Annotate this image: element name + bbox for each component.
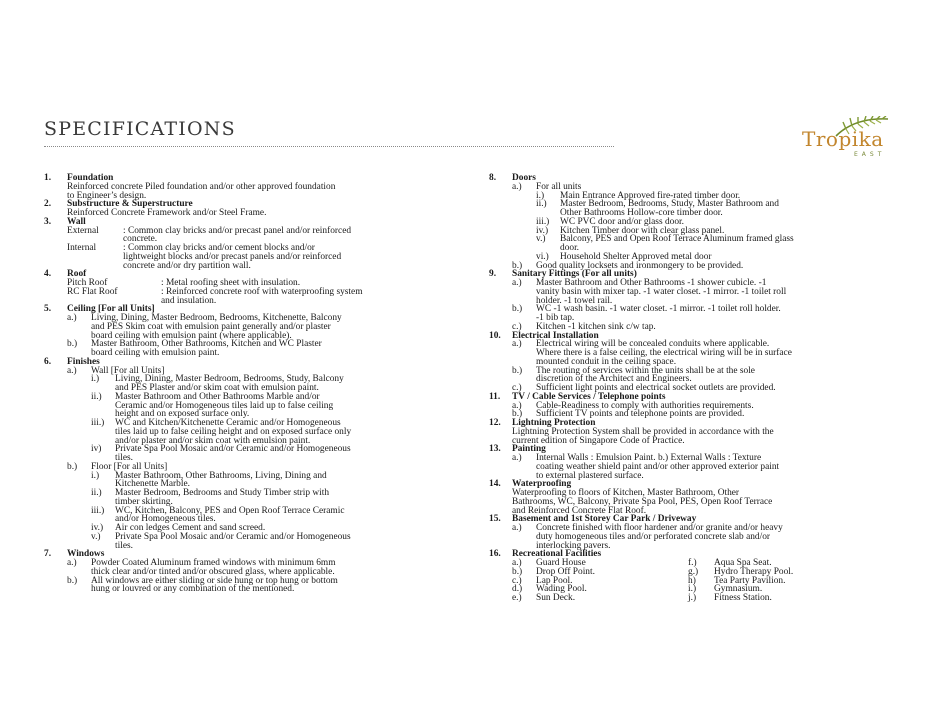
item-text bbox=[536, 340, 909, 366]
text-line: current edition of Singapore Code of Practice. bbox=[512, 435, 685, 446]
text-line: Balcony, PES and Open Roof Terrace Aluminum framed glass bbox=[560, 234, 794, 245]
text-line: Lightning Protection System shall be provided in accordance with the bbox=[512, 426, 774, 437]
section-number: 3. bbox=[44, 216, 52, 227]
item-text bbox=[536, 305, 909, 323]
sub-text bbox=[115, 533, 464, 551]
facility-name: Tea Party Pavilion. bbox=[714, 575, 786, 586]
section-heading: Substructure & Superstructure bbox=[67, 199, 193, 210]
spec-section bbox=[489, 550, 909, 603]
sub-item bbox=[67, 507, 464, 525]
spec-section bbox=[489, 393, 909, 419]
facility-name: Sun Deck. bbox=[536, 593, 576, 603]
facility-name: Hydro Therapy Pool. bbox=[714, 566, 794, 577]
section-text bbox=[512, 489, 909, 515]
item-marker: a.) bbox=[512, 181, 522, 192]
item-marker: b.) bbox=[67, 461, 78, 472]
list-item bbox=[512, 279, 909, 305]
sub-item bbox=[67, 472, 464, 490]
sub-marker: iii.) bbox=[91, 418, 105, 428]
section-heading: Wall bbox=[67, 216, 86, 227]
item-marker: b.) bbox=[67, 339, 78, 350]
spec-label: Internal bbox=[67, 243, 97, 253]
section-heading: Ceiling [For all Units] bbox=[67, 304, 155, 315]
section-number: 5. bbox=[44, 304, 52, 315]
facility-marker: g.) bbox=[688, 566, 699, 577]
text-line: : Common clay bricks and/or cement blocks and/or bbox=[123, 243, 315, 253]
text-line: Master Bathroom and Other Bathrooms -1 shower cubicle. -1 bbox=[536, 278, 767, 288]
text-line: Reinforced concrete Piled foundation and/or other approved foundation bbox=[67, 181, 336, 192]
section-heading: Foundation bbox=[67, 173, 114, 183]
item-marker: c.) bbox=[512, 383, 522, 393]
sub-marker: vi.) bbox=[536, 251, 549, 262]
text-line: WC -1 wash basin. -1 water closet. -1 mirror. -1 toilet roll holder. bbox=[536, 304, 781, 315]
facility-marker: d.) bbox=[512, 584, 523, 595]
section-text bbox=[67, 209, 464, 218]
list-item bbox=[512, 367, 909, 385]
section-number: 14. bbox=[489, 479, 501, 490]
spec-section bbox=[44, 174, 464, 200]
text-line: WC and Kitchen/Kitchenette Ceramic and/or Homogeneous bbox=[115, 418, 341, 428]
item-text bbox=[536, 454, 909, 480]
text-line: and insulation. bbox=[161, 295, 217, 306]
facility-name: Wading Pool. bbox=[536, 584, 587, 595]
text-line: WC, Kitchen, Balcony, PES and Open Roof Terrace Ceramic bbox=[115, 505, 345, 516]
item-marker: a.) bbox=[67, 365, 77, 376]
item-marker: b.) bbox=[512, 365, 523, 376]
item-marker: a.) bbox=[67, 313, 77, 323]
sub-text bbox=[115, 375, 464, 393]
spec-label: External bbox=[67, 225, 99, 236]
item-marker: a.) bbox=[512, 523, 522, 533]
section-heading: Finishes bbox=[67, 356, 100, 367]
text-line: to external plastered surface. bbox=[536, 470, 644, 481]
sub-item bbox=[67, 419, 464, 445]
text-line: Master Bedroom, Bedrooms, Study, Master Bathroom and bbox=[560, 199, 779, 210]
text-line: Master Bedroom, Bedrooms and Study Timber strip with bbox=[115, 488, 330, 498]
text-line: tiles. bbox=[115, 540, 133, 551]
item-text bbox=[536, 279, 909, 305]
text-line: lightweight blocks and/or precast panels and/or reinforced bbox=[123, 251, 342, 262]
sub-marker: i.) bbox=[91, 374, 100, 385]
text-line: Concrete finished with floor hardener and/or granite and/or heavy bbox=[536, 523, 783, 533]
section-heading: Lightning Protection bbox=[512, 418, 596, 428]
list-item bbox=[512, 454, 909, 480]
section-number: 6. bbox=[44, 356, 52, 367]
text-line: board ceiling with emulsion paint (where applicable). bbox=[91, 330, 292, 341]
text-line: Cable-Readiness to comply with authorities requirements. bbox=[536, 400, 754, 411]
text-line: Living, Dining, Master Bedroom, Bedrooms, Study, Balcony bbox=[115, 374, 344, 385]
facility-name: Fitness Station. bbox=[714, 593, 772, 603]
text-line: Main Entrance Approved fire-rated timber door. bbox=[560, 190, 741, 201]
text-line: Master Bathroom, Other Bathrooms, Kitchen and WC Plaster bbox=[91, 339, 322, 350]
item-text bbox=[536, 367, 909, 385]
facility-row bbox=[512, 594, 909, 603]
spec-section bbox=[44, 550, 464, 594]
item-label: For all units bbox=[536, 181, 582, 192]
text-line: Private Spa Pool Mosaic and/or Ceramic and/or Homogeneous bbox=[115, 531, 351, 542]
sub-marker: v.) bbox=[536, 234, 546, 245]
text-line: coating weather shield paint and/or other approved exterior paint bbox=[536, 461, 780, 472]
text-line: and PES Plaster and/or skim coat with emulsion paint. bbox=[115, 383, 319, 393]
text-line: WC PVC door and/or glass door. bbox=[560, 216, 684, 227]
sub-text bbox=[115, 507, 464, 525]
section-heading: Painting bbox=[512, 444, 546, 455]
sub-text bbox=[115, 393, 464, 419]
text-line: interlocking pavers. bbox=[536, 540, 611, 551]
sub-marker: iii.) bbox=[536, 216, 550, 227]
item-marker: a.) bbox=[512, 339, 522, 350]
facility-marker: j.) bbox=[688, 593, 697, 603]
section-heading: Waterproofing bbox=[512, 479, 572, 490]
spec-label: Pitch Roof bbox=[67, 278, 108, 288]
text-line: vanity basin with mixer tap. -1 water closet. -1 mirror. -1 toilet roll bbox=[536, 286, 787, 297]
text-line: to Engineer’s design. bbox=[67, 190, 147, 201]
facility-marker: c.) bbox=[512, 575, 522, 586]
section-number: 2. bbox=[44, 199, 52, 210]
text-line: Master Bathroom, Other Bathrooms, Living, Dining and bbox=[115, 470, 327, 481]
section-number: 9. bbox=[489, 269, 497, 280]
spec-value bbox=[123, 244, 464, 270]
sub-item bbox=[67, 489, 464, 507]
logo-subtitle: EAST bbox=[854, 151, 886, 158]
text-line: : Reinforced concrete roof with waterproofing system bbox=[161, 286, 363, 297]
logo-wordmark: Tropika bbox=[802, 127, 884, 151]
list-item bbox=[67, 340, 464, 358]
specs-left-column bbox=[44, 174, 464, 594]
spec-section bbox=[44, 305, 464, 358]
section-number: 11. bbox=[489, 391, 501, 402]
section-heading: Basement and 1st Storey Car Park / Driveway bbox=[512, 514, 697, 525]
list-item bbox=[512, 305, 909, 323]
section-heading: Electrical Installation bbox=[512, 330, 599, 341]
text-line: Waterproofing to floors of Kitchen, Master Bathroom, Other bbox=[512, 488, 740, 498]
section-heading: Doors bbox=[512, 173, 536, 183]
sub-marker: ii.) bbox=[91, 391, 102, 402]
text-line: duty homogeneous tiles and/or perforated concrete slab and/or bbox=[536, 531, 771, 542]
spec-label: RC Flat Roof bbox=[67, 286, 118, 297]
section-number: 8. bbox=[489, 173, 497, 183]
section-number: 4. bbox=[44, 269, 52, 280]
text-line: Master Bathroom and Other Bathrooms Marble and/or bbox=[115, 391, 320, 402]
text-line: door. bbox=[560, 243, 580, 253]
facility-marker: b.) bbox=[512, 566, 523, 577]
text-line: and PES Skim coat with emulsion paint generally and/or plaster bbox=[91, 321, 331, 332]
sub-marker: i.) bbox=[91, 470, 100, 481]
text-line: Living, Dining, Master Bedroom, Bedrooms, Kitchenette, Balcony bbox=[91, 313, 342, 323]
text-line: Bathrooms, WC, Balcony, Private Spa Pool, PES, Open Roof Terrace bbox=[512, 496, 773, 507]
sub-marker: ii.) bbox=[91, 488, 102, 498]
spec-section bbox=[489, 480, 909, 515]
text-line: : Common clay bricks and/or precast panel and/or reinforced bbox=[123, 225, 352, 236]
facility-name: Gymnasium. bbox=[714, 584, 763, 595]
text-line: timber skirting. bbox=[115, 496, 173, 507]
item-marker: b.) bbox=[512, 260, 523, 271]
text-line: : Metal roofing sheet with insulation. bbox=[161, 278, 301, 288]
text-line: Kitchen -1 kitchen sink c/w tap. bbox=[536, 321, 656, 332]
facility-name: Guard House bbox=[536, 558, 586, 568]
spec-value bbox=[161, 288, 464, 306]
text-line: Household Shelter Approved metal door bbox=[560, 251, 712, 262]
text-line: tiles. bbox=[115, 453, 133, 463]
spec-row bbox=[67, 244, 464, 270]
item-marker: c.) bbox=[512, 321, 522, 332]
facility-name: Drop Off Point. bbox=[536, 566, 595, 577]
item-marker: b.) bbox=[512, 409, 523, 420]
sub-text bbox=[115, 472, 464, 490]
section-number: 12. bbox=[489, 418, 501, 428]
text-line: and/or Homogeneous tiles. bbox=[115, 514, 216, 525]
spec-section bbox=[489, 270, 909, 331]
spec-value bbox=[123, 227, 464, 245]
text-line: Kitchenette Marble. bbox=[115, 479, 190, 490]
text-line: Good quality locksets and ironmongery to be provided. bbox=[536, 260, 744, 271]
text-line: Other Bathrooms Hollow-core timber door. bbox=[560, 208, 723, 218]
facility-marker: a.) bbox=[512, 558, 522, 568]
item-text bbox=[91, 577, 464, 595]
text-line: concrete and/or dry partition wall. bbox=[123, 260, 251, 271]
item-marker: a.) bbox=[512, 453, 522, 463]
text-line: hung or louvred or any combination of the mentioned. bbox=[91, 584, 295, 595]
section-number: 13. bbox=[489, 444, 501, 455]
section-number: 10. bbox=[489, 330, 501, 341]
text-line: Ceramic and/or Homogeneous tiles laid up to false ceiling bbox=[115, 400, 334, 411]
item-label: Floor [For all Units] bbox=[91, 461, 168, 472]
text-line: -1 bib tap. bbox=[536, 313, 575, 323]
text-line: Air con ledges Cement and sand screed. bbox=[115, 523, 266, 533]
text-line: thick clear and/or tinted and/or obscured glass, where applicable. bbox=[91, 566, 335, 577]
list-item bbox=[512, 340, 909, 366]
section-heading: Sanitary Fittings (For all units) bbox=[512, 269, 637, 280]
sub-item bbox=[512, 235, 909, 253]
spec-section bbox=[489, 332, 909, 393]
item-text bbox=[536, 524, 909, 550]
text-line: height and on exposed surface only. bbox=[115, 409, 250, 420]
sub-text bbox=[560, 200, 909, 218]
text-line: and Reinforced Concrete Flat Roof. bbox=[512, 505, 647, 516]
spec-section bbox=[489, 445, 909, 480]
section-heading: TV / Cable Services / Telephone points bbox=[512, 391, 666, 402]
sub-text bbox=[115, 445, 464, 463]
text-line: All windows are either sliding or side hung or top hung or bottom bbox=[91, 575, 338, 586]
sub-marker: iv.) bbox=[91, 523, 104, 533]
section-number: 16. bbox=[489, 549, 501, 560]
sub-item bbox=[67, 445, 464, 463]
page-title: SPECIFICATIONS bbox=[44, 118, 236, 140]
text-line: concrete. bbox=[123, 234, 158, 245]
dotted-divider bbox=[44, 146, 614, 147]
section-heading: Recreational Facilities bbox=[512, 549, 602, 560]
spec-section bbox=[489, 419, 909, 445]
facility-marker: e.) bbox=[512, 593, 522, 603]
text-line: mounted conduit in the ceiling space. bbox=[536, 356, 677, 367]
spec-row bbox=[67, 288, 464, 306]
sub-marker: ii.) bbox=[536, 199, 547, 210]
section-number: 7. bbox=[44, 549, 52, 560]
facility-marker: h) bbox=[688, 575, 696, 586]
spec-section bbox=[44, 358, 464, 551]
text-line: Sufficient light points and electrical socket outlets are provided. bbox=[536, 383, 776, 393]
spec-section bbox=[44, 218, 464, 271]
text-line: Private Spa Pool Mosaic and/or Ceramic and/or Homogeneous bbox=[115, 444, 351, 455]
specs-right-column bbox=[489, 174, 909, 603]
spec-section bbox=[44, 270, 464, 305]
sub-item bbox=[512, 200, 909, 218]
sub-marker: iv.) bbox=[536, 225, 549, 236]
facility-name: Aqua Spa Seat. bbox=[714, 558, 772, 568]
sub-item bbox=[67, 533, 464, 551]
item-marker: a.) bbox=[512, 278, 522, 288]
item-marker: a.) bbox=[512, 400, 522, 411]
list-item bbox=[512, 524, 909, 550]
spec-row bbox=[67, 227, 464, 245]
text-line: board ceiling with emulsion paint. bbox=[91, 348, 220, 358]
item-marker: b.) bbox=[67, 575, 78, 586]
text-line: Electrical wiring will be concealed conduits where applicable. bbox=[536, 339, 770, 350]
text-line: Where there is a false ceiling, the electrical wiring will be in surface bbox=[536, 348, 792, 358]
text-line: and/or plaster and/or skim coat with emulsion paint. bbox=[115, 435, 311, 446]
sub-marker: iv) bbox=[91, 444, 102, 455]
sub-item bbox=[67, 375, 464, 393]
sub-text bbox=[115, 489, 464, 507]
item-marker: b.) bbox=[512, 304, 523, 315]
text-line: Sufficient TV points and telephone points are provided. bbox=[536, 409, 745, 420]
list-item bbox=[67, 577, 464, 595]
text-line: discretion of the Architect and Engineers. bbox=[536, 374, 692, 385]
text-line: tiles laid up to false ceiling height and on exposed surface only bbox=[115, 426, 352, 437]
spec-section bbox=[489, 515, 909, 550]
item-label: Wall [For all Units] bbox=[91, 365, 165, 376]
text-line: holder. -1 towel rail. bbox=[536, 295, 613, 306]
facility-name: Lap Pool. bbox=[536, 575, 573, 586]
tropika-east-logo bbox=[796, 116, 916, 162]
text-line: Reinforced Concrete Framework and/or Steel Frame. bbox=[67, 208, 267, 218]
item-marker: a.) bbox=[67, 558, 77, 568]
facility-marker: i.) bbox=[688, 584, 697, 595]
section-heading: Roof bbox=[67, 269, 87, 280]
item-text bbox=[91, 314, 464, 340]
sub-text bbox=[560, 235, 909, 253]
sub-marker: v.) bbox=[91, 531, 101, 542]
sub-item bbox=[67, 393, 464, 419]
item-text bbox=[91, 340, 464, 358]
text-line: Kitchen Timber door with clear glass panel. bbox=[560, 225, 725, 236]
list-item bbox=[67, 314, 464, 340]
spec-section bbox=[489, 174, 909, 270]
item-text bbox=[91, 559, 464, 577]
section-text bbox=[512, 428, 909, 446]
section-text bbox=[67, 183, 464, 201]
section-number: 15. bbox=[489, 514, 501, 525]
sub-marker: iii.) bbox=[91, 505, 105, 516]
spec-section bbox=[44, 200, 464, 218]
text-line: Internal Walls : Emulsion Paint. b.) External Walls : Texture bbox=[536, 453, 762, 463]
list-item bbox=[67, 559, 464, 577]
section-heading: Windows bbox=[67, 549, 105, 560]
text-line: Powder Coated Aluminum framed windows with minimum 6mm bbox=[91, 558, 336, 568]
section-number: 1. bbox=[44, 173, 52, 183]
sub-text bbox=[115, 419, 464, 445]
sub-marker: i.) bbox=[536, 190, 545, 201]
facility-marker: f.) bbox=[688, 558, 697, 568]
text-line: The routing of services within the units shall be at the sole bbox=[536, 365, 755, 376]
